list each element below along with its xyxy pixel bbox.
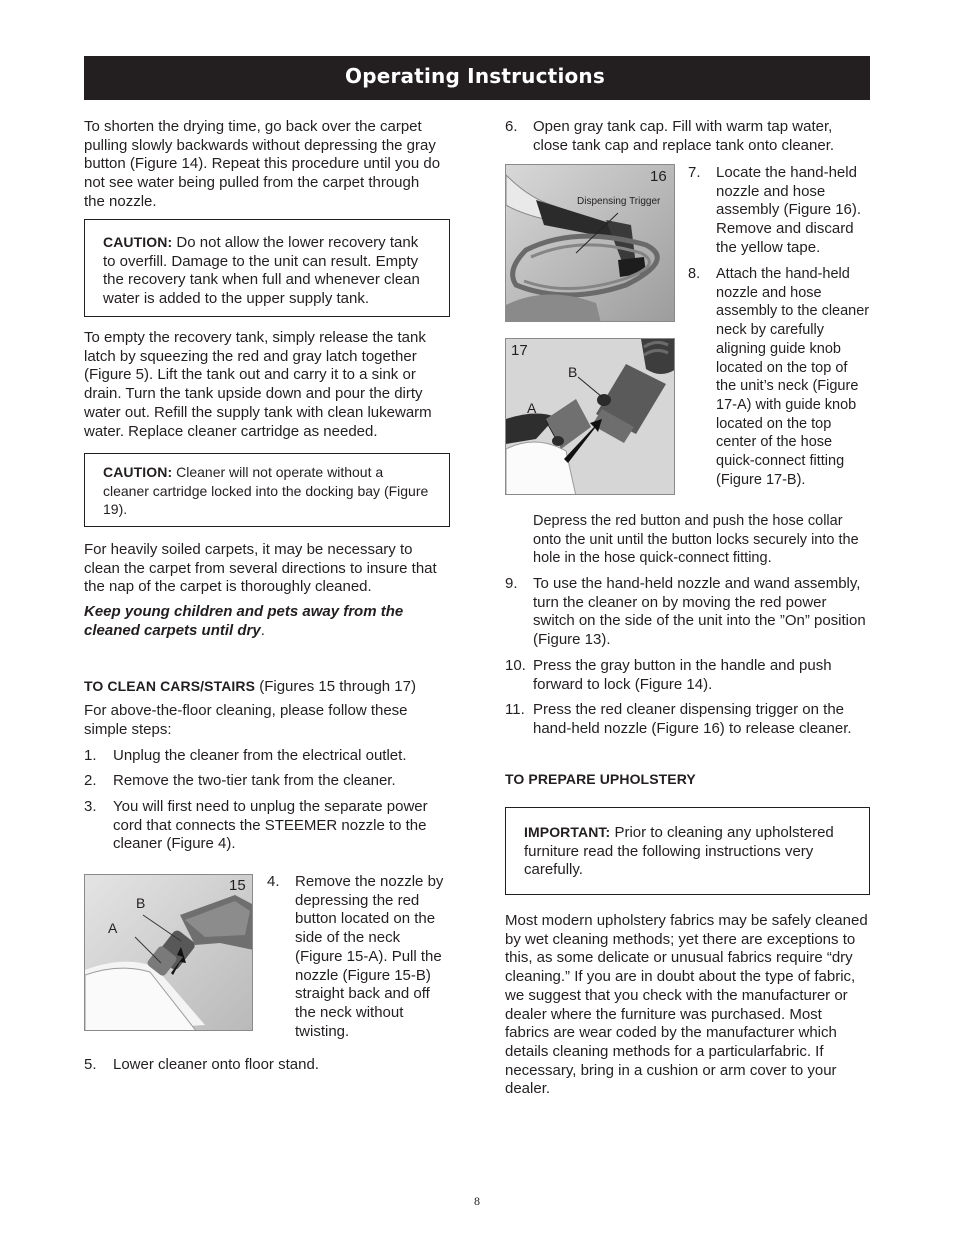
paragraph-text: Depress the red button and push the hose collar onto the unit until the button locks securely into the hole in the hose quick-connect fitting.	[533, 513, 859, 567]
step-8-continued	[533, 512, 866, 568]
warning-text: Keep young children and pets away from the cleaned carpets until dry	[84, 603, 404, 639]
upholstery-heading	[505, 770, 870, 790]
step-text: Remove the nozzle by depressing the red button located on the side of the neck (Figure 15-A). Pull the nozzle (Figure 15-B) straight back and off the neck without twisting.	[295, 873, 444, 1040]
caution-text: Do not allow the lower recovery tank to overfill. Damage to the unit can result. Empty the recovery tank when full and whenever clean water is added to the upper supply tank.	[103, 234, 420, 308]
section-heading: TO PREPARE UPHOLSTERY	[505, 771, 696, 787]
figure-15-label-b: B	[136, 895, 146, 911]
caution-label: CAUTION:	[103, 464, 173, 480]
paragraph-text: To empty the recovery tank, simply release the tank latch by squeezing the red and gray latch together (Figure 5). Lift the tank out and carry it to a sink or drain. Turn the tank upside down and pour the dirty water out. Refill the supply tank with clean lukewarm water. Replace cleaner cartridge as needed.	[84, 329, 432, 440]
figure-15-number: 15	[229, 877, 246, 894]
step-number: 3.	[84, 798, 97, 815]
caution-text: Cleaner will not operate without a cleaner cartridge locked into the docking bay (Figure 19).	[103, 464, 429, 518]
important-box-upholstery	[505, 807, 870, 895]
figure-17-number: 17	[511, 342, 528, 359]
caution-box-cartridge	[84, 453, 450, 527]
figure-16-number: 16	[650, 168, 667, 185]
figure-15-label-a: A	[108, 920, 118, 936]
dispensing-trigger-callout: Dispensing Trigger	[577, 196, 661, 207]
step-number: 4.	[267, 873, 280, 890]
page-title: Operating Instructions	[345, 64, 605, 88]
upholstery-paragraph	[505, 912, 870, 1099]
step-text: Locate the hand-held nozzle and hose assembly (Figure 16). Remove and discard the yellow tape.	[716, 164, 862, 256]
caution-box-recovery-tank	[84, 219, 450, 317]
caution-label: CAUTION:	[103, 234, 173, 250]
warning-children-pets	[84, 603, 448, 640]
hand-held-nozzle-illustration	[506, 165, 675, 322]
paragraph-text: To shorten the drying time, go back over the carpet pulling slowly backwards without depressing the gray button (Figure 14). Repeat this procedure until you do not see water being pulled from the carpet through the nozzle.	[84, 118, 441, 210]
step-text: Press the red cleaner dispensing trigger on the hand-held nozzle (Figure 16) to release cleaner.	[533, 701, 852, 737]
step-text: Attach the hand-held nozzle and hose assembly to the cleaner neck by carefully aligning guide knob located on the top of the unit’s neck (Figure 17-A) with guide knob located on the top center of the hose quick-connect fitting (Figure 17-B).	[716, 266, 870, 488]
step-text: Press the gray button in the handle and push forward to lock (Figure 14).	[533, 657, 832, 693]
left-paragraph-drying	[84, 118, 444, 212]
step-number: 9.	[505, 575, 518, 592]
important-label: IMPORTANT:	[524, 824, 611, 840]
left-paragraph-heavily-soiled	[84, 541, 448, 597]
cars-stairs-intro	[84, 702, 424, 739]
step-number: 11.	[505, 701, 525, 718]
step-text: To use the hand-held nozzle and wand assembly, turn the cleaner on by moving the red power switch on the side of the unit into the ”On” position (Figure 13).	[533, 575, 866, 649]
section-heading-note: (Figures 15 through 17)	[259, 678, 416, 695]
step-text: Lower cleaner onto floor stand.	[113, 1056, 319, 1073]
paragraph-text: Most modern upholstery fabrics may be safely cleaned by wet cleaning methods; yet there are exceptions to this, as some delicate or unusual fabrics require “dry cleaning.” If you are in doubt about the type of fabric, we suggest that you check with the manufacturer or dealer where the furniture was purchased. Most fabrics are wear coded by the manufacturer which details cleaning methods for a particularfabric. If necessary, bring in a cushion or arm cover to your dealer.	[505, 912, 868, 1098]
step-text: Open gray tank cap. Fill with warm tap water, close tank cap and replace tank onto cleaner.	[533, 118, 835, 154]
paragraph-text: For heavily soiled carpets, it may be necessary to clean the carpet from several directions to insure that the nap of the carpet is thoroughly cleaned.	[84, 541, 437, 596]
left-paragraph-empty-tank	[84, 329, 446, 441]
step-number: 6.	[505, 118, 518, 135]
nozzle-removal-illustration	[85, 875, 253, 1031]
warning-period: .	[260, 621, 265, 639]
step-text: Unplug the cleaner from the electrical outlet.	[113, 747, 407, 764]
important-text: Prior to cleaning any upholstered furniture read the following instructions very carefully.	[524, 824, 834, 879]
step-number: 7.	[688, 164, 701, 181]
figure-17-photo	[505, 338, 675, 495]
figure-17-label-a: A	[527, 400, 537, 416]
step-text: You will first need to unplug the separate power cord that connects the STEEMER nozzle to the cleaner (Figure 4).	[113, 798, 428, 853]
step-number: 10.	[505, 657, 526, 674]
step-number: 1.	[84, 747, 97, 764]
step-text: Remove the two-tier tank from the cleaner.	[113, 772, 396, 789]
hose-connection-illustration	[506, 339, 675, 495]
paragraph-text: For above-the-floor cleaning, please follow these simple steps:	[84, 702, 408, 738]
step-number: 5.	[84, 1056, 97, 1073]
figure-15-photo	[84, 874, 253, 1031]
step-number: 2.	[84, 772, 97, 789]
section-header-bar	[84, 56, 870, 100]
figure-16-photo	[505, 164, 675, 322]
section-heading: TO CLEAN CARS/STAIRS	[84, 678, 256, 694]
page-number: 8	[474, 1194, 480, 1208]
step-number: 8.	[688, 266, 701, 282]
cars-stairs-heading	[84, 677, 454, 697]
figure-17-label-b: B	[568, 364, 578, 380]
